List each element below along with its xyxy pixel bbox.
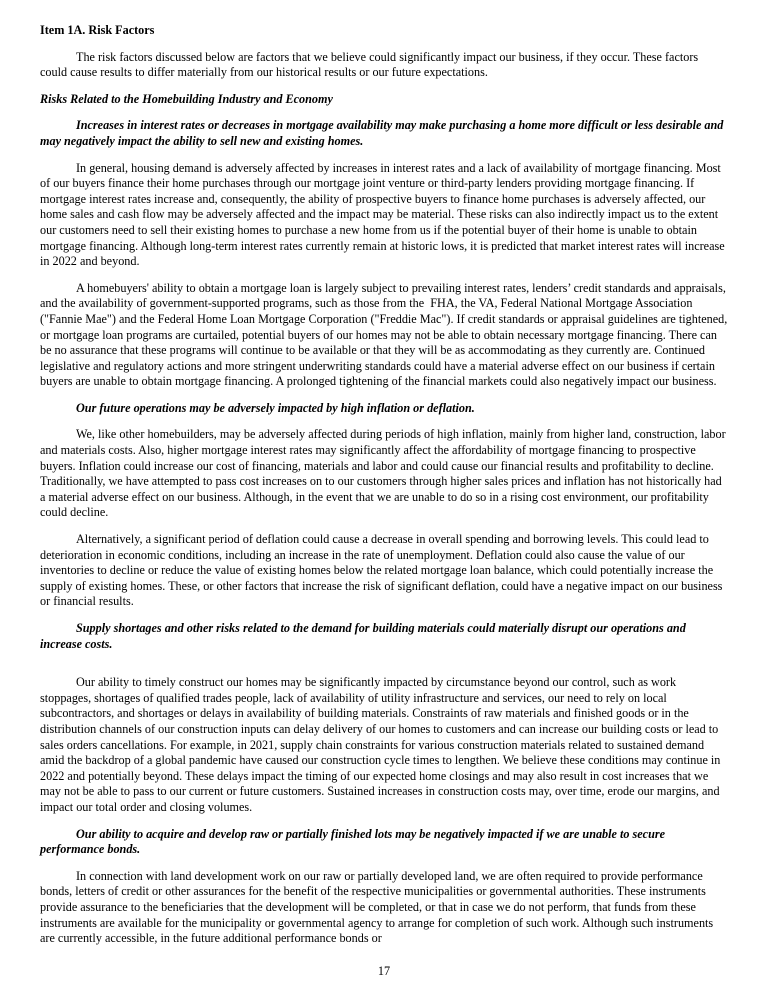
intro-paragraph: The risk factors discussed below are factors that we believe could significantly impact our business, if they occur. These factors could cause results to differ materially from our historical results or our future expectations. <box>40 49 702 80</box>
risk-1-paragraph-1: In general, housing demand is adversely affected by increases in interest rates and a lack of availability of mortgage financing. Most of our buyers finance their home purchases through our mortgage joint venture or third-party lenders providing mortgage financing. If mortgage interest rates increase and, consequently, the ability of prospective buyers to finance home purchases is adversely affected, our home sales and cash flow may be adversely affected and the impact may be material. These risks can also indirectly impact us to the extent our customers need to sell their existing homes to purchase a new home from us if the potential buyer of their home is unable to obtain mortgage financing. Although long-term interest rates currently remain at historic lows, it is predicted that market interest rates will increase in 2022 and beyond. <box>40 160 728 269</box>
risk-4-heading: Our ability to acquire and develop raw or partially finished lots may be negatively impacted if we are unable to secure performance bonds. <box>40 826 669 857</box>
risk-2-heading: Our future operations may be adversely impacted by high inflation or deflation. <box>76 400 475 415</box>
risk-1-heading: Increases in interest rates or decreases in mortgage availability may make purchasing a home more difficult or less desirable and may negatively impact the ability to sell new and existing homes. <box>40 118 727 148</box>
risk-4-paragraph-1: In connection with land development work on our raw or partially developed land, we are often required to provide performance bonds, letters of credit or other assurances for the benefit of the respective municipalities or governmental authorities. These instruments provide assurance to the beneficiaries that the development will be completed, or that in case we do not perform, that funds from these instruments are available for the municipality or governmental agency to arrange for completion of such work. Although such instruments are currently accessible, in the future additional performance bonds or <box>40 868 717 946</box>
risk-3-paragraph-1: Our ability to timely construct our homes may be significantly impacted by circumstance beyond our control, such as work stoppages, shortages of qualified trades people, lack of availability of utility infrastructure and services, our need to rely on local subcontractors, and shortages or delays in availability of building materials. Constraints of raw materials and finished goods or in the distribution channels of our construction inputs can delay delivery of our homes to customers and can increase our building costs or lead to sales orders cancellations. For example, in 2021, supply chain constraints for various construction materials related to sustained demand amid the backdrop of a global pandemic have caused our construction cycle times to lengthen. We believe these conditions may continue in 2022 and potentially beyond. These delays impact the timing of our expected home closings and may also result in cost increases that we may not be able to pass to our current or future customers. Sustained increases in construction costs may, over time, erode our margins, and impact our total order and closing volumes. <box>40 675 724 814</box>
section-heading: Risks Related to the Homebuilding Industry and Economy <box>40 91 333 106</box>
risk-2-paragraph-2: Alternatively, a significant period of deflation could cause a decrease in overall spending and borrowing levels. This could lead to deterioration in economic conditions, including an increase in the rate of unemployment. Deflation could also cause the value of our inventories to decline or reduce the value of existing homes below the related mortgage loan balance, which could potentially increase the supply of existing homes. These, or other factors that increase the risk of significant deflation, could have a negative impact on our business or financial results. <box>40 532 726 609</box>
page-title: Item 1A. Risk Factors <box>40 23 155 37</box>
page-number: 17 <box>377 964 391 979</box>
risk-3-heading: Supply shortages and other risks related to the demand for building materials could materially disrupt our operations and increase costs. <box>40 621 692 651</box>
risk-1-paragraph-2: A homebuyers' ability to obtain a mortgage loan is largely subject to prevailing interest rates, lenders’ credit standards and appraisals, and the availability of government-supported programs, such as those from the FHA, the VA, Federal National Mortgage Association ("Fannie Mae") and the Federal Home Loan Mortgage Corporation ("Freddie Mac"). If credit standards or appraisal guidelines are tightened, or mortgage loan programs are curtailed, potential buyers of our homes may not be able to obtain necessary mortgage financing. There can be no assurance that these programs will continue to be available or that they will be as accommodating as they currently are. Continued legislative and regulatory actions and more stringent underwriting standards could have a material adverse effect on our business if certain buyers are unable to obtain mortgage financing. A prolonged tightening of the financial markets could also negatively impact our business. <box>40 280 731 389</box>
risk-2-paragraph-1: We, like other homebuilders, may be adversely affected during periods of high inflation, mainly from higher land, construction, labor and materials costs. Also, higher mortgage interest rates may significantly affect the affordability of mortgage financing to prospective buyers. Inflation could increase our cost of financing, materials and labor and could cause our financial results and profitability to decline. Traditionally, we have attempted to pass cost increases on to our customers through higher sales prices and inflation has not historically had a material adverse effect on our business. Although, in the event that we are unable to do so in a rising cost environment, our profitability could decline. <box>40 427 729 520</box>
